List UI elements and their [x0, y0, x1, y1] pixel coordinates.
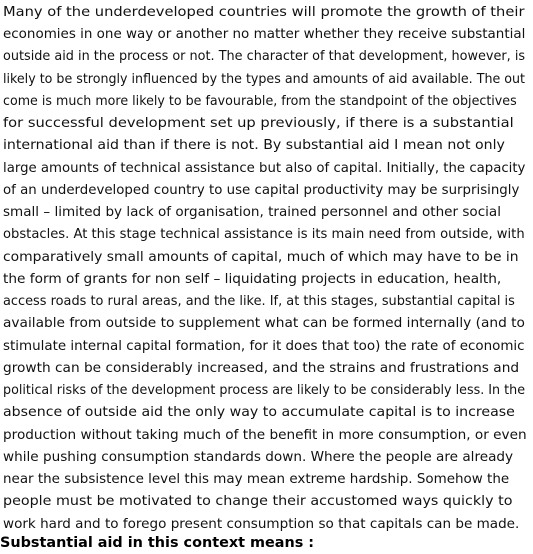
question-stem: Substantial aid in this context means : — [0, 535, 315, 551]
passage-line: production without taking much of the benefit in more consumption, or even — [3, 427, 527, 443]
passage-line: economies in one way or another no matter whether they receive substantial — [3, 26, 526, 42]
passage-line: near the subsistence level this may mean extreme hardship. Somehow the — [3, 471, 510, 487]
passage-line: political risks of the development process are likely to be considerably less. In the — [3, 382, 526, 398]
passage-line: growth can be considerably increased, and the strains and frustrations and — [3, 360, 520, 376]
passage-line: large amounts of technical assistance but also of capital. Initially, the capacity — [3, 160, 526, 176]
passage-line: come is much more likely to be favourable, from the standpoint of the objectives — [3, 93, 517, 109]
passage-line: available from outside to supplement what can be formed internally (and to — [3, 315, 525, 331]
passage-line: outside aid in the process or not. The character of that development, however, is — [3, 48, 526, 64]
passage-line: stimulate internal capital formation, for it does that too) the rate of economic — [3, 338, 525, 354]
passage-line: likely to be strongly influenced by the types and amounts of aid available. The out — [3, 71, 525, 87]
passage-line: work hard and to forego present consumption so that capitals can be made. — [3, 516, 520, 532]
passage-line: comparatively small amounts of capital, much of which may have to be in — [3, 249, 519, 265]
passage-line: people must be motivated to change their accustomed ways quickly to — [3, 493, 513, 509]
passage-line: Many of the underdeveloped countries will promote the growth of their — [3, 4, 525, 20]
passage-line: access roads to rural areas, and the like. If, at this stages, substantial capital is — [3, 293, 515, 309]
passage-line: of an underdeveloped country to use capital productivity may be surprisingly — [3, 182, 520, 198]
passage-line: obstacles. At this stage technical assistance is its main need from outside, with — [3, 226, 525, 242]
passage-line: international aid than if there is not. By substantial aid I mean not only — [3, 137, 505, 153]
passage-line: small – limited by lack of organisation, trained personnel and other social — [3, 204, 501, 220]
passage-line: absence of outside aid the only way to accumulate capital is to increase — [3, 404, 515, 420]
passage-line: the form of grants for non self – liquidating projects in education, health, — [3, 271, 502, 287]
passage-line: while pushing consumption standards down. Where the people are already — [3, 449, 514, 465]
passage-line: for successful development set up previously, if there is a substantial — [3, 115, 514, 131]
